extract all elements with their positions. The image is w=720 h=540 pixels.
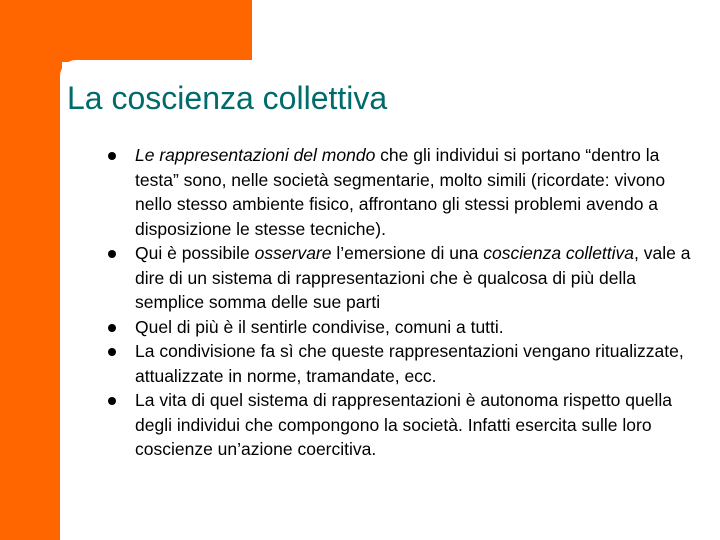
- decorative-left-bar: [0, 0, 62, 540]
- bullet-item: [107, 143, 697, 241]
- bullet-list: [107, 143, 697, 462]
- bullet-item: [107, 339, 697, 388]
- bullet-text-part: che gli individui si portano “dentro la testa” sono, nelle società segmentarie, molto simili (ricordate: vivono nello stesso ambiente fisico, affrontano gli stessi problemi avendo a disposizione le stesse tecniche).: [135, 145, 666, 239]
- bullet-text: [135, 341, 684, 386]
- bullet-dot-icon: [108, 397, 116, 405]
- bullet-text: [135, 390, 672, 459]
- bullet-text: [135, 243, 690, 312]
- bullet-text: [135, 317, 504, 337]
- bullet-text-part: , vale a dire di un sistema di rappresentazioni che è qualcosa di più della semplice somma delle sue parti: [135, 243, 691, 312]
- bullet-dot-icon: [108, 152, 116, 160]
- bullet-dot-icon: [108, 348, 116, 356]
- bullet-text-part: Quel di più è il sentirle condivise, comuni a tutti.: [135, 316, 504, 337]
- bullet-text-italic: coscienza collettiva: [483, 243, 635, 263]
- slide-title: La coscienza collettiva: [67, 80, 388, 116]
- bullet-item: [107, 241, 697, 315]
- bullet-dot-icon: [108, 250, 116, 258]
- bullet-text-part: Qui è possibile: [135, 243, 255, 263]
- bullet-text-part: l’emersione di una: [331, 243, 484, 263]
- bullet-text-italic: osservare: [254, 243, 332, 263]
- bullet-item: [107, 388, 697, 462]
- bullet-text-part: La condivisione fa sì che queste rappresentazioni vengano ritualizzate, attualizzate in norme, tramandate, ecc.: [135, 341, 684, 386]
- bullet-text-italic: Le rappresentazioni del mondo: [135, 145, 376, 165]
- bullet-text: [135, 145, 665, 239]
- bullet-item: [107, 315, 697, 340]
- bullet-dot-icon: [108, 324, 116, 332]
- bullet-text-part: La vita di quel sistema di rappresentazioni è autonoma rispetto quella degli individui che compongono la società. Infatti esercita sulle loro coscienze un’azione coercitiva.: [135, 390, 672, 459]
